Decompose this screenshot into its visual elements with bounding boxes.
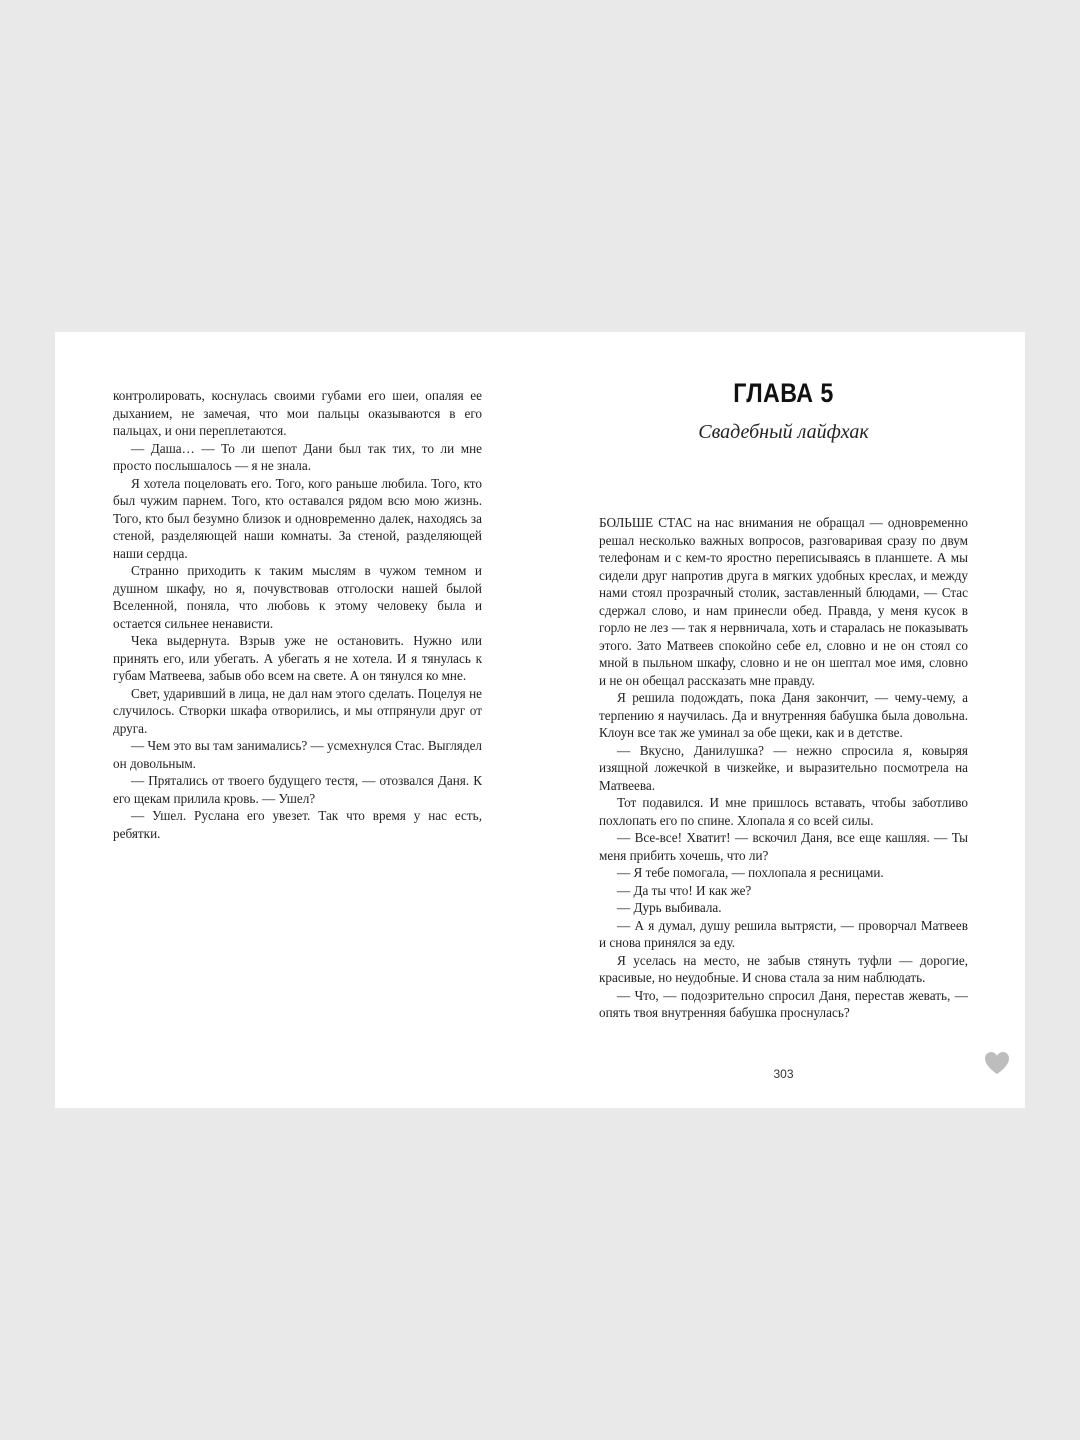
- paragraph: Я решила подождать, пока Даня закончит, — чему-чему, а терпению я научилась. Да и внутренняя бабушка была довольна. Клоун все так же уминал за обе щеки, как и в детстве.: [599, 690, 968, 740]
- chapter-title: ГЛАВА 5: [733, 378, 834, 408]
- paragraph: Чека выдернута. Взрыв уже не остановить. Нужно или принять его, или убегать. А убегать я не хотела. И я тянулась к губам Матвеева, забыв обо всем на свете. А он тянулся ко мне.: [113, 633, 482, 683]
- paragraph: — Я тебе помогала, — похлопала я ресницами.: [617, 865, 884, 880]
- chapter-subtitle: Свадебный лайфхак: [698, 421, 869, 443]
- paragraph: Тот подавился. И мне пришлось вставать, чтобы заботливо похлопать его по спине. Хлопала я со всей силы.: [599, 795, 968, 828]
- paragraph: — Что, — подозрительно спросил Даня, перестав жевать, — опять твоя внутренняя бабушка проснулась?: [599, 987, 968, 1020]
- paragraph: — Дурь выбивала.: [617, 900, 722, 915]
- paragraph: — Даша… — То ли шепот Дани был так тих, то ли мне просто послышалось — я не знала.: [113, 440, 482, 473]
- book-spread: [55, 332, 1025, 1108]
- paragraph: Странно приходить к таким мыслям в чужом темном и душном шкафу, но я, почувствовав отголоски нашей былой Вселенной, поняла, что любовь к этому человеку была и остается сильнее ненависти.: [113, 563, 482, 631]
- paragraph: — А я думал, душу решила вытрясти, — проворчал Матвеев и снова принялся за еду.: [599, 917, 968, 950]
- paragraph: контролировать, коснулась своими губами его шеи, опаляя ее дыханием, не замечая, что мои пальцы оказываются в его пальцах, и они переплетаются.: [113, 388, 482, 438]
- left-page-text: [113, 387, 482, 842]
- paragraph: — Вкусно, Данилушка? — нежно спросила я, ковыряя изящной ложечкой в чизкейке, и выразительно посмотрела на Матвеева.: [599, 742, 968, 793]
- paragraph: — Чем это вы там занимались? — усмехнулся Стас. Выглядел он довольным.: [113, 738, 482, 771]
- heart-icon[interactable]: [984, 1051, 1010, 1075]
- paragraph: — Все-все! Хватит! — вскочил Даня, все еще кашляя. — Ты меня прибить хочешь, что ли?: [599, 830, 968, 863]
- paragraph: — Прятались от твоего будущего тестя, — отозвался Даня. К его щекам прилила кровь. — Ушел?: [113, 773, 482, 806]
- paragraph: — Да ты что! И как же?: [617, 882, 752, 898]
- right-page: [599, 332, 968, 1108]
- paragraph: Я уселась на место, не забыв стянуть туфли — дорогие, красивые, но неудобные. И снова стала за ним наблюдать.: [599, 952, 968, 985]
- paragraph: БОЛЬШЕ СТАС на нас внимания не обращал — одновременно решал несколько важных вопросов, разговаривая сразу по двум телефонам и с кем-то яростно переписываясь в планшете. А мы сидели друг напротив друга в мягких удобных креслах, и между нами стоял прозрачный столик, заставленный блюдами, — Стас сдержал слово, и нам принесли обед. Правда, у меня кусок в горло не лез — так я нервничала, хоть и старалась не показывать этого. Зато Матвеев спокойно себе ел, словно и не он стоял со мной в пыльном шкафу, словно и не он шептал мое имя, словно и не он обещал рассказать мне правду.: [599, 515, 968, 688]
- page-number: 303: [773, 1067, 794, 1081]
- left-page: [113, 332, 482, 1108]
- paragraph: — Ушел. Руслана его увезет. Так что время у нас есть, ребятки.: [113, 808, 482, 841]
- paragraph: Свет, ударивший в лица, не дал нам этого сделать. Поцелуя не случилось. Створки шкафа отворились, и мы отпрянули друг от друга.: [113, 685, 482, 736]
- right-page-text: [599, 514, 968, 1022]
- paragraph: Я хотела поцеловать его. Того, кого раньше любила. Того, кто был чужим парнем. Того, кто оставался рядом всю мою жизнь. Того, кто был безумно близок и одновременно далек, находясь за стеной, разделяющей наши комнаты. За стеной, разделяющей наши сердца.: [113, 475, 482, 561]
